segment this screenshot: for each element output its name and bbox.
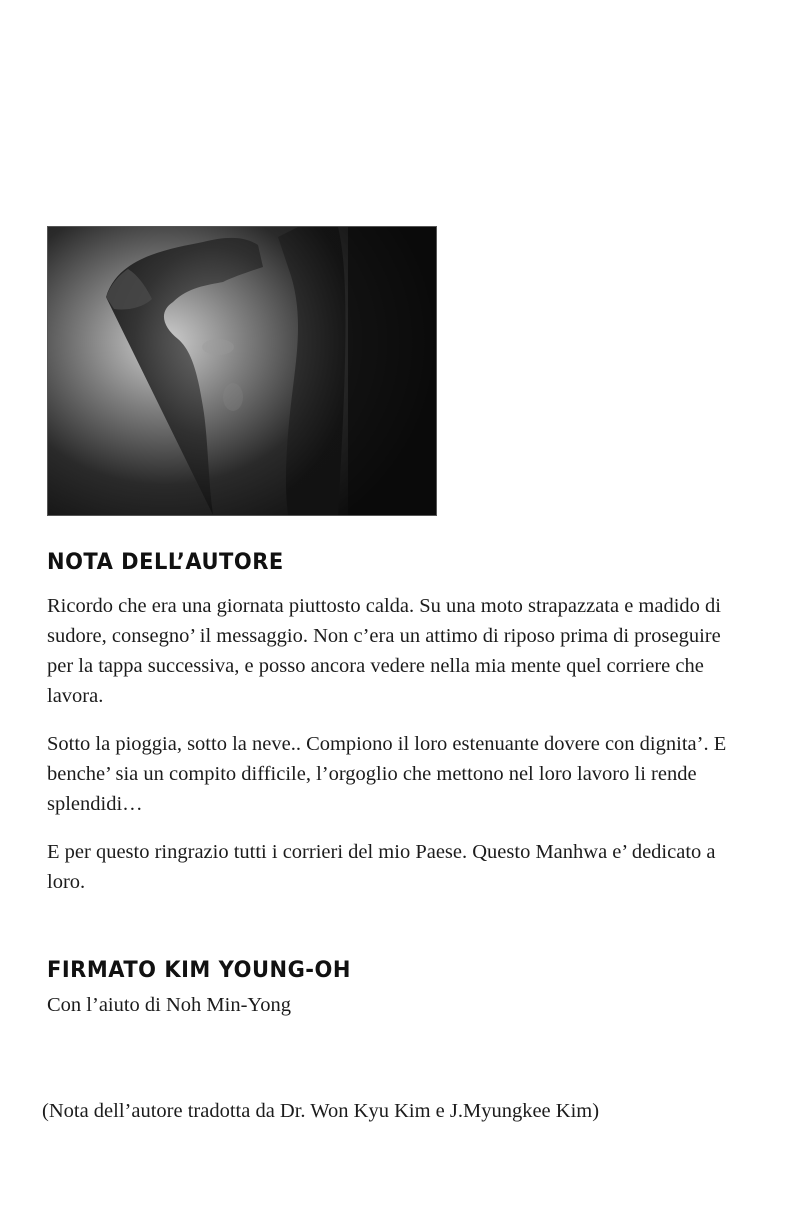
- photo-figure-silhouette: [48, 227, 436, 515]
- author-note-paragraph-2: Sotto la pioggia, sotto la neve.. Compiono il loro estenuante dovere con dignita’. E benche’ sia un compito difficile, l’orgoglio che mettono nel loro lavoro li rende splendidi…: [47, 733, 727, 815]
- author-photo: [47, 226, 437, 516]
- translator-note: (Nota dell’autore tradotta da Dr. Won Kyu Kim e J.Myungkee Kim): [42, 1100, 600, 1122]
- helper-credit: Con l’aiuto di Noh Min-Yong: [47, 994, 291, 1016]
- author-note-paragraph-1: Ricordo che era una giornata piuttosto calda. Su una moto strapazzata e madido di sudore, consegno’ il messaggio. Non c’era un attimo di riposo prima di proseguire per la tappa successiva, e posso ancora vedere nella mia mente quel corriere che lavora.: [47, 595, 721, 707]
- author-note-heading: NOTA DELL’AUTORE: [47, 549, 284, 575]
- author-note-paragraph-3: E per questo ringrazio tutti i corrieri del mio Paese. Questo Manhwa e’ dedicato a loro.: [47, 841, 716, 893]
- signature-heading: FIRMATO KIM YOUNG-OH: [47, 957, 351, 983]
